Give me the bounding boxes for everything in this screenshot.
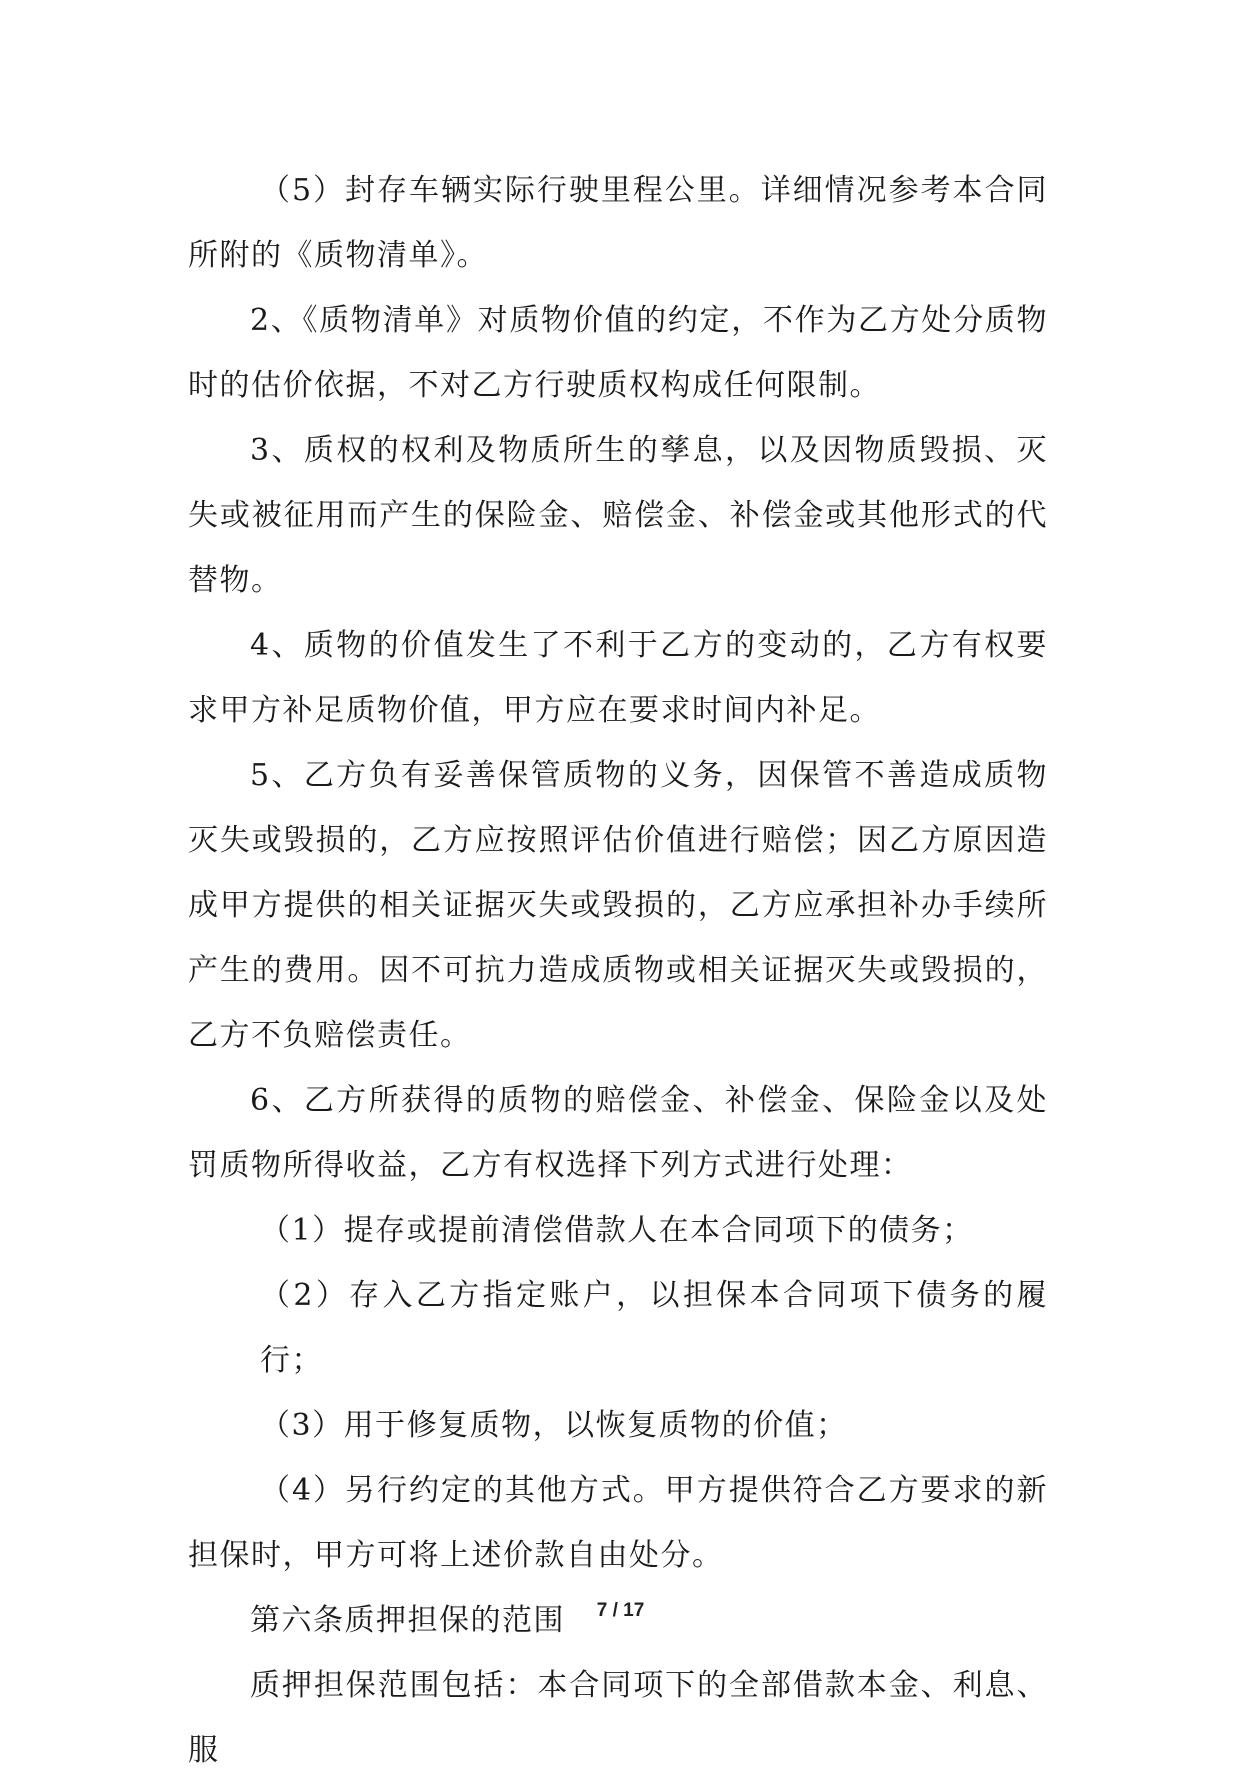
document-body: [188, 158, 1048, 1783]
section-heading-article-6: 第六条质押担保的范围: [250, 1603, 565, 1638]
paragraph-option-1: （1）提存或提前清偿借款人在本合同项下的债务；: [260, 1213, 974, 1248]
paragraph-item-5-vehicle-mileage: （5）封存车辆实际行驶里程公里。详细情况参考本合同所附的《质物清单》。: [188, 173, 1048, 273]
paragraph-clause-4: 4、质物的价值发生了不利于乙方的变动的，乙方有权要求甲方补足质物价值，甲方应在要求时间内补足。: [188, 628, 1048, 728]
page-number: 7 / 17: [596, 1600, 645, 1621]
paragraph-clause-3: 3、质权的权利及物质所生的孳息，以及因物质毁损、灭失或被征用而产生的保险金、赔偿金、补偿金或其他形式的代替物。: [188, 433, 1048, 598]
paragraph-clause-6: 6、乙方所获得的质物的赔偿金、补偿金、保险金以及处罚质物所得收益，乙方有权选择下列方式进行处理：: [188, 1083, 1048, 1183]
paragraph-option-4: （4）另行约定的其他方式。甲方提供符合乙方要求的新担保时，甲方可将上述价款自由处分。: [188, 1473, 1048, 1573]
paragraph-option-3: （3）用于修复质物，以恢复质物的价值；: [260, 1408, 848, 1443]
paragraph-scope: 质押担保范围包括：本合同项下的全部借款本金、利息、服: [188, 1668, 1048, 1768]
paragraph-clause-5: 5、乙方负有妥善保管质物的义务，因保管不善造成质物灭失或毁损的，乙方应按照评估价值进行赔偿；因乙方原因造成甲方提供的相关证据灭失或毁损的，乙方应承担补办手续所产生的费用。因不可抗力造成质物或相关证据灭失或毁损的，乙方不负赔偿责任。: [188, 758, 1048, 1053]
paragraph-option-2: （2）存入乙方指定账户，以担保本合同项下债务的履行；: [260, 1278, 1048, 1378]
paragraph-clause-2: 2、《质物清单》对质物价值的约定，不作为乙方处分质物时的估价依据，不对乙方行驶质权构成任何限制。: [188, 303, 1048, 403]
